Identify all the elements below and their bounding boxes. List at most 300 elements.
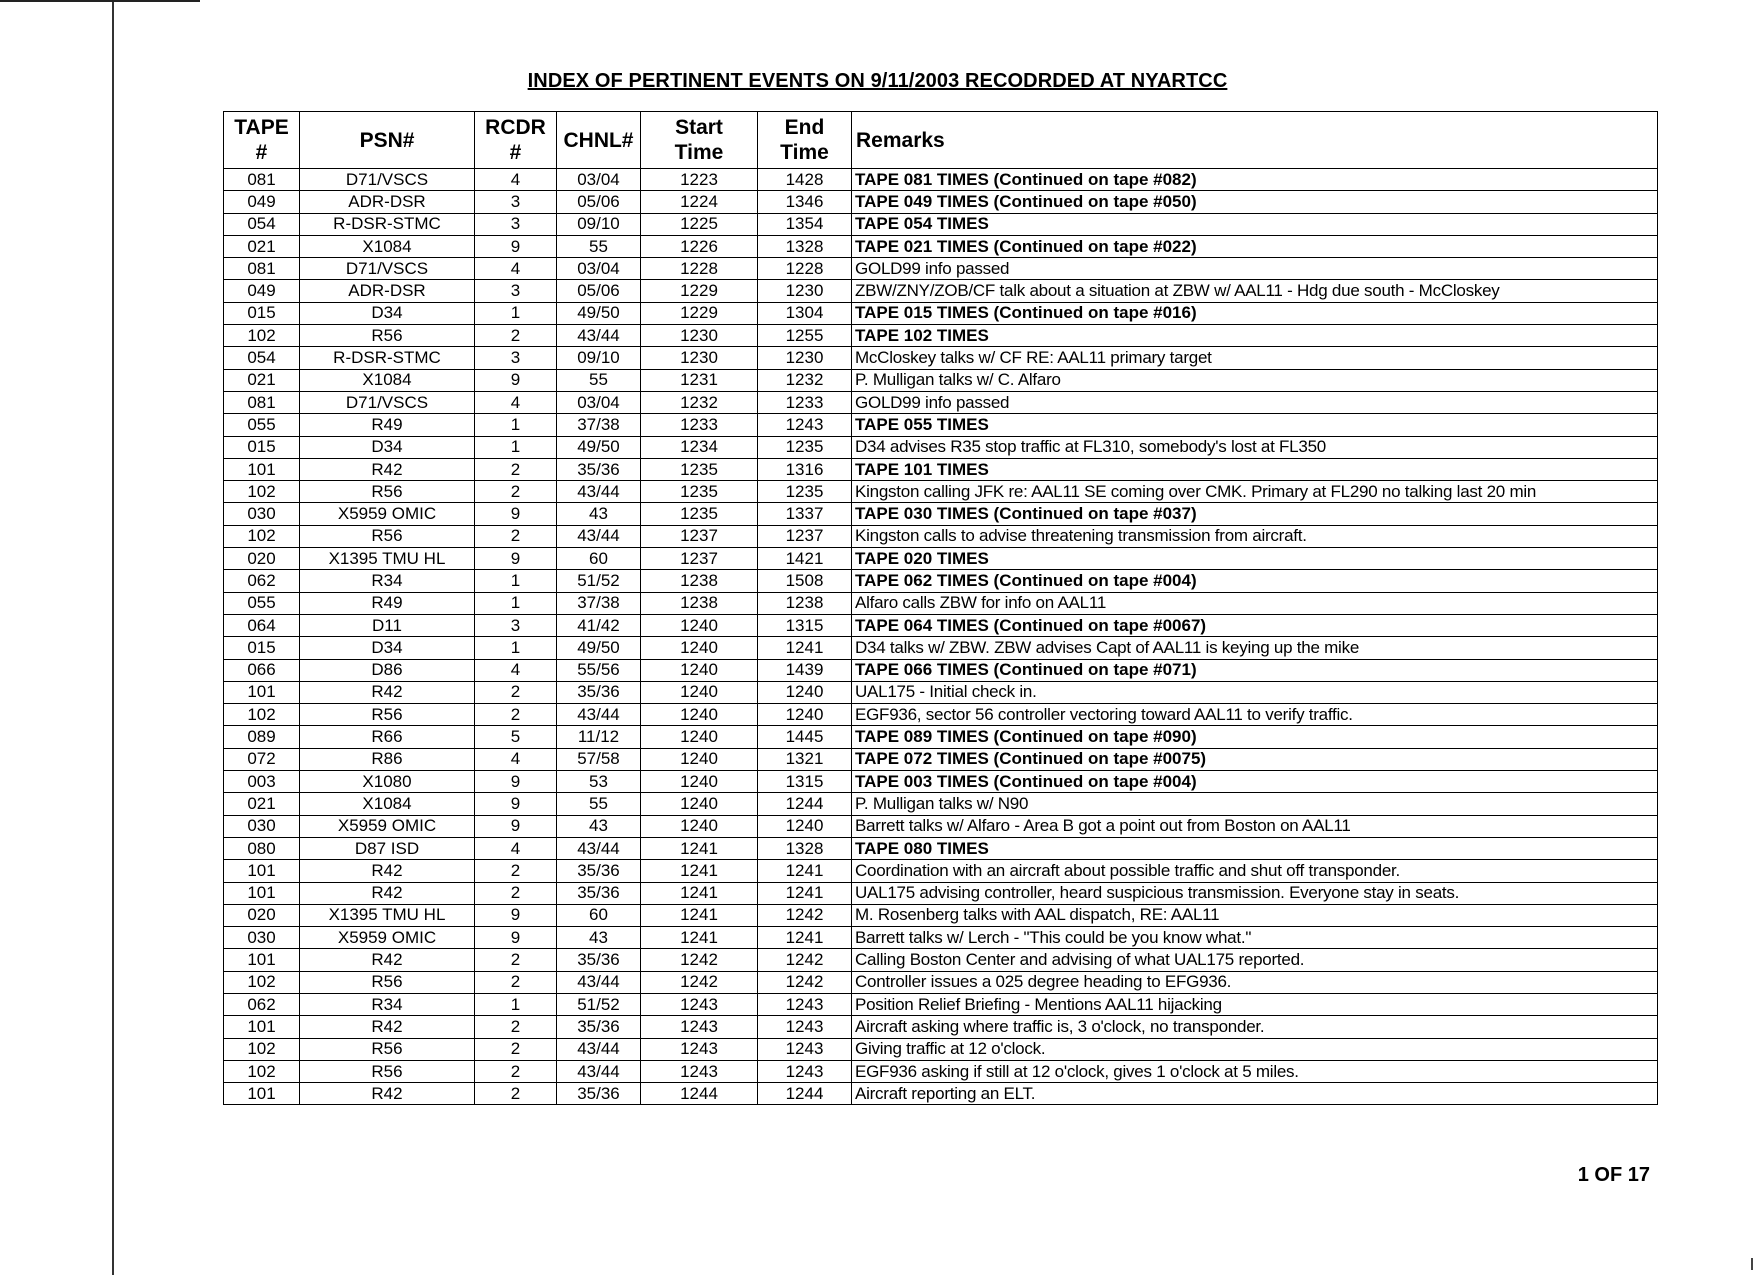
cell-psn: R49: [300, 592, 475, 614]
cell-psn: X1395 TMU HL: [300, 904, 475, 926]
table-row: [224, 949, 1658, 971]
table-row: [224, 815, 1658, 837]
cell-start-time: 1240: [641, 681, 758, 703]
table-row: [224, 302, 1658, 324]
cell-start-time: 1230: [641, 347, 758, 369]
cell-tape: 102: [224, 481, 300, 503]
cell-end-time: 1244: [758, 793, 852, 815]
cell-tape: 101: [224, 1083, 300, 1105]
cell-psn: R56: [300, 1038, 475, 1060]
cell-chnl: 53: [557, 771, 641, 793]
cell-tape: 102: [224, 1038, 300, 1060]
cell-rcdr: 2: [475, 704, 557, 726]
cell-psn: D87 ISD: [300, 837, 475, 859]
cell-start-time: 1232: [641, 391, 758, 413]
table-row: [224, 860, 1658, 882]
table-row: [224, 771, 1658, 793]
cell-end-time: 1238: [758, 592, 852, 614]
cell-start-time: 1243: [641, 1060, 758, 1082]
cell-remarks: Position Relief Briefing - Mentions AAL11 hijacking: [852, 993, 1658, 1015]
cell-tape: 021: [224, 793, 300, 815]
cell-end-time: 1230: [758, 280, 852, 302]
cell-rcdr: 2: [475, 860, 557, 882]
cell-rcdr: 2: [475, 458, 557, 480]
table-row: [224, 325, 1658, 347]
cell-remarks: McCloskey talks w/ CF RE: AAL11 primary target: [852, 347, 1658, 369]
table-row: [224, 391, 1658, 413]
cell-chnl: 41/42: [557, 614, 641, 636]
cell-remarks: Giving traffic at 12 o'clock.: [852, 1038, 1658, 1060]
cell-rcdr: 4: [475, 659, 557, 681]
cell-tape: 049: [224, 191, 300, 213]
cell-chnl: 43/44: [557, 837, 641, 859]
cell-remarks: EGF936, sector 56 controller vectoring toward AAL11 to verify traffic.: [852, 704, 1658, 726]
cell-chnl: 09/10: [557, 213, 641, 235]
cell-start-time: 1241: [641, 882, 758, 904]
cell-end-time: 1243: [758, 414, 852, 436]
cell-start-time: 1237: [641, 548, 758, 570]
cell-tape: 064: [224, 614, 300, 636]
cell-remarks: TAPE 064 TIMES (Continued on tape #0067): [852, 614, 1658, 636]
cell-end-time: 1255: [758, 325, 852, 347]
cell-tape: 072: [224, 748, 300, 770]
cell-chnl: 35/36: [557, 882, 641, 904]
cell-rcdr: 3: [475, 280, 557, 302]
table-row: [224, 659, 1658, 681]
table-row: [224, 347, 1658, 369]
cell-psn: D71/VSCS: [300, 258, 475, 280]
cell-remarks: TAPE 102 TIMES: [852, 325, 1658, 347]
cell-chnl: 55/56: [557, 659, 641, 681]
cell-end-time: 1242: [758, 904, 852, 926]
cell-end-time: 1321: [758, 748, 852, 770]
cell-start-time: 1241: [641, 860, 758, 882]
cell-rcdr: 1: [475, 637, 557, 659]
header-chnl: CHNL#: [557, 112, 641, 169]
cell-tape: 062: [224, 570, 300, 592]
cell-start-time: 1243: [641, 1038, 758, 1060]
cell-remarks: D34 talks w/ ZBW. ZBW advises Capt of AAL11 is keying up the mike: [852, 637, 1658, 659]
cell-remarks: Controller issues a 025 degree heading to EFG936.: [852, 971, 1658, 993]
cell-start-time: 1228: [641, 258, 758, 280]
cell-remarks: TAPE 066 TIMES (Continued on tape #071): [852, 659, 1658, 681]
cell-chnl: 43/44: [557, 704, 641, 726]
cell-end-time: 1228: [758, 258, 852, 280]
table-row: [224, 258, 1658, 280]
cell-tape: 066: [224, 659, 300, 681]
header-psn: PSN#: [300, 112, 475, 169]
cell-chnl: 05/06: [557, 280, 641, 302]
cell-chnl: 11/12: [557, 726, 641, 748]
cell-end-time: 1346: [758, 191, 852, 213]
cell-end-time: 1328: [758, 235, 852, 257]
cell-psn: R42: [300, 860, 475, 882]
cell-psn: R42: [300, 882, 475, 904]
cell-tape: 055: [224, 414, 300, 436]
cell-chnl: 43: [557, 503, 641, 525]
cell-start-time: 1241: [641, 927, 758, 949]
cell-remarks: TAPE 054 TIMES: [852, 213, 1658, 235]
scan-mark-right: [1751, 1258, 1753, 1270]
cell-tape: 021: [224, 369, 300, 391]
cell-remarks: Kingston calling JFK re: AAL11 SE coming over CMK. Primary at FL290 no talking last 20 min: [852, 481, 1658, 503]
cell-rcdr: 1: [475, 436, 557, 458]
cell-psn: X5959 OMIC: [300, 815, 475, 837]
table-row: [224, 927, 1658, 949]
cell-start-time: 1225: [641, 213, 758, 235]
cell-start-time: 1229: [641, 302, 758, 324]
cell-start-time: 1244: [641, 1083, 758, 1105]
table-row: [224, 592, 1658, 614]
cell-psn: D11: [300, 614, 475, 636]
cell-start-time: 1240: [641, 815, 758, 837]
cell-rcdr: 4: [475, 169, 557, 191]
cell-start-time: 1237: [641, 525, 758, 547]
cell-tape: 101: [224, 458, 300, 480]
cell-psn: X1395 TMU HL: [300, 548, 475, 570]
cell-remarks: Kingston calls to advise threatening transmission from aircraft.: [852, 525, 1658, 547]
cell-remarks: TAPE 101 TIMES: [852, 458, 1658, 480]
cell-rcdr: 1: [475, 592, 557, 614]
cell-psn: D71/VSCS: [300, 391, 475, 413]
cell-rcdr: 9: [475, 793, 557, 815]
cell-chnl: 43: [557, 815, 641, 837]
cell-remarks: TAPE 081 TIMES (Continued on tape #082): [852, 169, 1658, 191]
cell-remarks: GOLD99 info passed: [852, 391, 1658, 413]
cell-remarks: TAPE 055 TIMES: [852, 414, 1658, 436]
cell-rcdr: 2: [475, 325, 557, 347]
cell-tape: 054: [224, 213, 300, 235]
cell-rcdr: 9: [475, 927, 557, 949]
cell-end-time: 1240: [758, 704, 852, 726]
cell-tape: 102: [224, 704, 300, 726]
table-row: [224, 280, 1658, 302]
cell-psn: ADR-DSR: [300, 280, 475, 302]
cell-rcdr: 1: [475, 993, 557, 1015]
table-row: [224, 213, 1658, 235]
cell-chnl: 49/50: [557, 436, 641, 458]
cell-end-time: 1304: [758, 302, 852, 324]
cell-chnl: 43: [557, 927, 641, 949]
cell-chnl: 43/44: [557, 1060, 641, 1082]
cell-rcdr: 3: [475, 213, 557, 235]
cell-remarks: TAPE 072 TIMES (Continued on tape #0075): [852, 748, 1658, 770]
cell-end-time: 1241: [758, 860, 852, 882]
cell-psn: X5959 OMIC: [300, 927, 475, 949]
cell-chnl: 03/04: [557, 169, 641, 191]
cell-chnl: 60: [557, 904, 641, 926]
table-row: [224, 235, 1658, 257]
cell-start-time: 1223: [641, 169, 758, 191]
cell-rcdr: 9: [475, 548, 557, 570]
cell-end-time: 1244: [758, 1083, 852, 1105]
cell-remarks: TAPE 021 TIMES (Continued on tape #022): [852, 235, 1658, 257]
cell-chnl: 43/44: [557, 481, 641, 503]
cell-chnl: 35/36: [557, 1083, 641, 1105]
cell-start-time: 1231: [641, 369, 758, 391]
cell-start-time: 1233: [641, 414, 758, 436]
cell-chnl: 51/52: [557, 993, 641, 1015]
header-tape: [224, 112, 300, 169]
header-end-line1: End: [784, 116, 825, 139]
cell-remarks: UAL175 - Initial check in.: [852, 681, 1658, 703]
cell-rcdr: 9: [475, 369, 557, 391]
cell-start-time: 1229: [641, 280, 758, 302]
table-row: [224, 904, 1658, 926]
cell-start-time: 1243: [641, 993, 758, 1015]
cell-start-time: 1240: [641, 771, 758, 793]
cell-psn: D34: [300, 637, 475, 659]
table-row: [224, 726, 1658, 748]
cell-psn: R56: [300, 704, 475, 726]
header-tape-line2: #: [255, 141, 268, 164]
cell-psn: R42: [300, 949, 475, 971]
cell-chnl: 57/58: [557, 748, 641, 770]
cell-rcdr: 5: [475, 726, 557, 748]
scan-edge-left: [112, 2, 114, 1275]
cell-psn: R42: [300, 681, 475, 703]
cell-rcdr: 9: [475, 771, 557, 793]
cell-rcdr: 2: [475, 1060, 557, 1082]
cell-rcdr: 4: [475, 748, 557, 770]
table-row: [224, 793, 1658, 815]
cell-start-time: 1240: [641, 726, 758, 748]
cell-start-time: 1235: [641, 503, 758, 525]
cell-chnl: 43/44: [557, 971, 641, 993]
table-row: [224, 169, 1658, 191]
cell-rcdr: 9: [475, 503, 557, 525]
table-row: [224, 882, 1658, 904]
cell-chnl: 09/10: [557, 347, 641, 369]
cell-remarks: M. Rosenberg talks with AAL dispatch, RE: AAL11: [852, 904, 1658, 926]
cell-tape: 101: [224, 860, 300, 882]
cell-end-time: 1243: [758, 1060, 852, 1082]
cell-end-time: 1235: [758, 481, 852, 503]
cell-tape: 102: [224, 971, 300, 993]
table-row: [224, 414, 1658, 436]
cell-chnl: 60: [557, 548, 641, 570]
cell-rcdr: 9: [475, 235, 557, 257]
page-number: 1 OF 17: [1577, 1164, 1650, 1186]
cell-tape: 015: [224, 436, 300, 458]
cell-chnl: 51/52: [557, 570, 641, 592]
events-table-body: [224, 169, 1658, 1105]
cell-psn: R42: [300, 458, 475, 480]
cell-remarks: Barrett talks w/ Alfaro - Area B got a point out from Boston on AAL11: [852, 815, 1658, 837]
cell-tape: 030: [224, 815, 300, 837]
cell-chnl: 35/36: [557, 681, 641, 703]
cell-end-time: 1241: [758, 927, 852, 949]
cell-tape: 003: [224, 771, 300, 793]
cell-remarks: P. Mulligan talks w/ N90: [852, 793, 1658, 815]
cell-remarks: GOLD99 info passed: [852, 258, 1658, 280]
cell-rcdr: 2: [475, 1038, 557, 1060]
cell-remarks: D34 advises R35 stop traffic at FL310, somebody's lost at FL350: [852, 436, 1658, 458]
table-row: [224, 548, 1658, 570]
cell-tape: 030: [224, 503, 300, 525]
cell-rcdr: 2: [475, 949, 557, 971]
cell-psn: D34: [300, 436, 475, 458]
cell-psn: R56: [300, 525, 475, 547]
cell-rcdr: 4: [475, 258, 557, 280]
cell-remarks: Alfaro calls ZBW for info on AAL11: [852, 592, 1658, 614]
cell-rcdr: 3: [475, 347, 557, 369]
cell-tape: 055: [224, 592, 300, 614]
cell-rcdr: 2: [475, 481, 557, 503]
cell-end-time: 1242: [758, 949, 852, 971]
cell-end-time: 1230: [758, 347, 852, 369]
cell-chnl: 55: [557, 235, 641, 257]
cell-tape: 030: [224, 927, 300, 949]
cell-rcdr: 4: [475, 837, 557, 859]
cell-end-time: 1445: [758, 726, 852, 748]
cell-end-time: 1241: [758, 882, 852, 904]
cell-start-time: 1240: [641, 614, 758, 636]
cell-remarks: Aircraft asking where traffic is, 3 o'clock, no transponder.: [852, 1016, 1658, 1038]
header-remarks: Remarks: [852, 112, 1658, 169]
cell-start-time: 1243: [641, 1016, 758, 1038]
events-table: [223, 111, 1658, 1105]
cell-start-time: 1238: [641, 570, 758, 592]
cell-chnl: 37/38: [557, 414, 641, 436]
cell-psn: R-DSR-STMC: [300, 347, 475, 369]
cell-tape: 101: [224, 882, 300, 904]
table-row: [224, 614, 1658, 636]
header-end: [758, 112, 852, 169]
cell-end-time: 1315: [758, 771, 852, 793]
cell-chnl: 49/50: [557, 302, 641, 324]
cell-psn: R-DSR-STMC: [300, 213, 475, 235]
cell-remarks: Coordination with an aircraft about possible traffic and shut off transponder.: [852, 860, 1658, 882]
cell-remarks: ZBW/ZNY/ZOB/CF talk about a situation at ZBW w/ AAL11 - Hdg due south - McCloskey: [852, 280, 1658, 302]
cell-tape: 101: [224, 949, 300, 971]
cell-end-time: 1235: [758, 436, 852, 458]
cell-end-time: 1428: [758, 169, 852, 191]
cell-end-time: 1240: [758, 681, 852, 703]
cell-psn: X5959 OMIC: [300, 503, 475, 525]
cell-chnl: 49/50: [557, 637, 641, 659]
cell-tape: 081: [224, 391, 300, 413]
cell-end-time: 1237: [758, 525, 852, 547]
cell-end-time: 1243: [758, 993, 852, 1015]
table-row: [224, 837, 1658, 859]
cell-tape: 089: [224, 726, 300, 748]
cell-rcdr: 2: [475, 525, 557, 547]
cell-rcdr: 3: [475, 614, 557, 636]
cell-psn: D71/VSCS: [300, 169, 475, 191]
cell-end-time: 1328: [758, 837, 852, 859]
cell-end-time: 1354: [758, 213, 852, 235]
table-row: [224, 436, 1658, 458]
cell-rcdr: 4: [475, 391, 557, 413]
cell-chnl: 35/36: [557, 860, 641, 882]
cell-start-time: 1235: [641, 481, 758, 503]
cell-tape: 062: [224, 993, 300, 1015]
cell-tape: 015: [224, 302, 300, 324]
cell-remarks: EGF936 asking if still at 12 o'clock, gives 1 o'clock at 5 miles.: [852, 1060, 1658, 1082]
header-tape-line1: TAPE: [234, 116, 289, 139]
cell-chnl: 03/04: [557, 391, 641, 413]
cell-psn: R86: [300, 748, 475, 770]
table-row: [224, 191, 1658, 213]
cell-tape: 020: [224, 548, 300, 570]
table-row: [224, 503, 1658, 525]
cell-remarks: TAPE 080 TIMES: [852, 837, 1658, 859]
cell-tape: 054: [224, 347, 300, 369]
cell-tape: 081: [224, 169, 300, 191]
table-row: [224, 748, 1658, 770]
cell-start-time: 1241: [641, 904, 758, 926]
cell-tape: 015: [224, 637, 300, 659]
cell-chnl: 05/06: [557, 191, 641, 213]
cell-start-time: 1240: [641, 704, 758, 726]
cell-start-time: 1238: [641, 592, 758, 614]
cell-remarks: TAPE 020 TIMES: [852, 548, 1658, 570]
cell-start-time: 1226: [641, 235, 758, 257]
cell-start-time: 1241: [641, 837, 758, 859]
cell-remarks: Calling Boston Center and advising of what UAL175 reported.: [852, 949, 1658, 971]
cell-start-time: 1242: [641, 971, 758, 993]
page-title: INDEX OF PERTINENT EVENTS ON 9/11/2003 RECODRDED AT NYARTCC: [527, 70, 1228, 92]
table-row: [224, 993, 1658, 1015]
cell-start-time: 1240: [641, 793, 758, 815]
cell-rcdr: 2: [475, 971, 557, 993]
cell-end-time: 1421: [758, 548, 852, 570]
cell-start-time: 1234: [641, 436, 758, 458]
header-rcdr-line2: #: [509, 141, 522, 164]
cell-psn: X1080: [300, 771, 475, 793]
cell-remarks: Aircraft reporting an ELT.: [852, 1083, 1658, 1105]
cell-start-time: 1240: [641, 748, 758, 770]
cell-rcdr: 3: [475, 191, 557, 213]
header-start-line2: Time: [674, 141, 724, 164]
cell-start-time: 1240: [641, 637, 758, 659]
table-row: [224, 525, 1658, 547]
cell-remarks: TAPE 089 TIMES (Continued on tape #090): [852, 726, 1658, 748]
cell-rcdr: 2: [475, 1016, 557, 1038]
table-row: [224, 971, 1658, 993]
scan-edge-top: [0, 0, 200, 2]
cell-start-time: 1242: [641, 949, 758, 971]
cell-rcdr: 9: [475, 904, 557, 926]
table-row: [224, 704, 1658, 726]
cell-chnl: 55: [557, 793, 641, 815]
cell-tape: 081: [224, 258, 300, 280]
cell-psn: R56: [300, 325, 475, 347]
cell-chnl: 03/04: [557, 258, 641, 280]
cell-psn: ADR-DSR: [300, 191, 475, 213]
cell-psn: R34: [300, 570, 475, 592]
cell-end-time: 1315: [758, 614, 852, 636]
cell-tape: 020: [224, 904, 300, 926]
cell-chnl: 35/36: [557, 1016, 641, 1038]
cell-psn: R56: [300, 481, 475, 503]
table-row: [224, 481, 1658, 503]
cell-psn: X1084: [300, 235, 475, 257]
cell-remarks: P. Mulligan talks w/ C. Alfaro: [852, 369, 1658, 391]
header-end-line2: Time: [780, 141, 829, 164]
cell-remarks: TAPE 049 TIMES (Continued on tape #050): [852, 191, 1658, 213]
cell-tape: 102: [224, 1060, 300, 1082]
cell-chnl: 43/44: [557, 325, 641, 347]
cell-start-time: 1230: [641, 325, 758, 347]
cell-chnl: 35/36: [557, 949, 641, 971]
cell-tape: 102: [224, 325, 300, 347]
cell-psn: D34: [300, 302, 475, 324]
table-row: [224, 1083, 1658, 1105]
cell-start-time: 1224: [641, 191, 758, 213]
cell-chnl: 37/38: [557, 592, 641, 614]
